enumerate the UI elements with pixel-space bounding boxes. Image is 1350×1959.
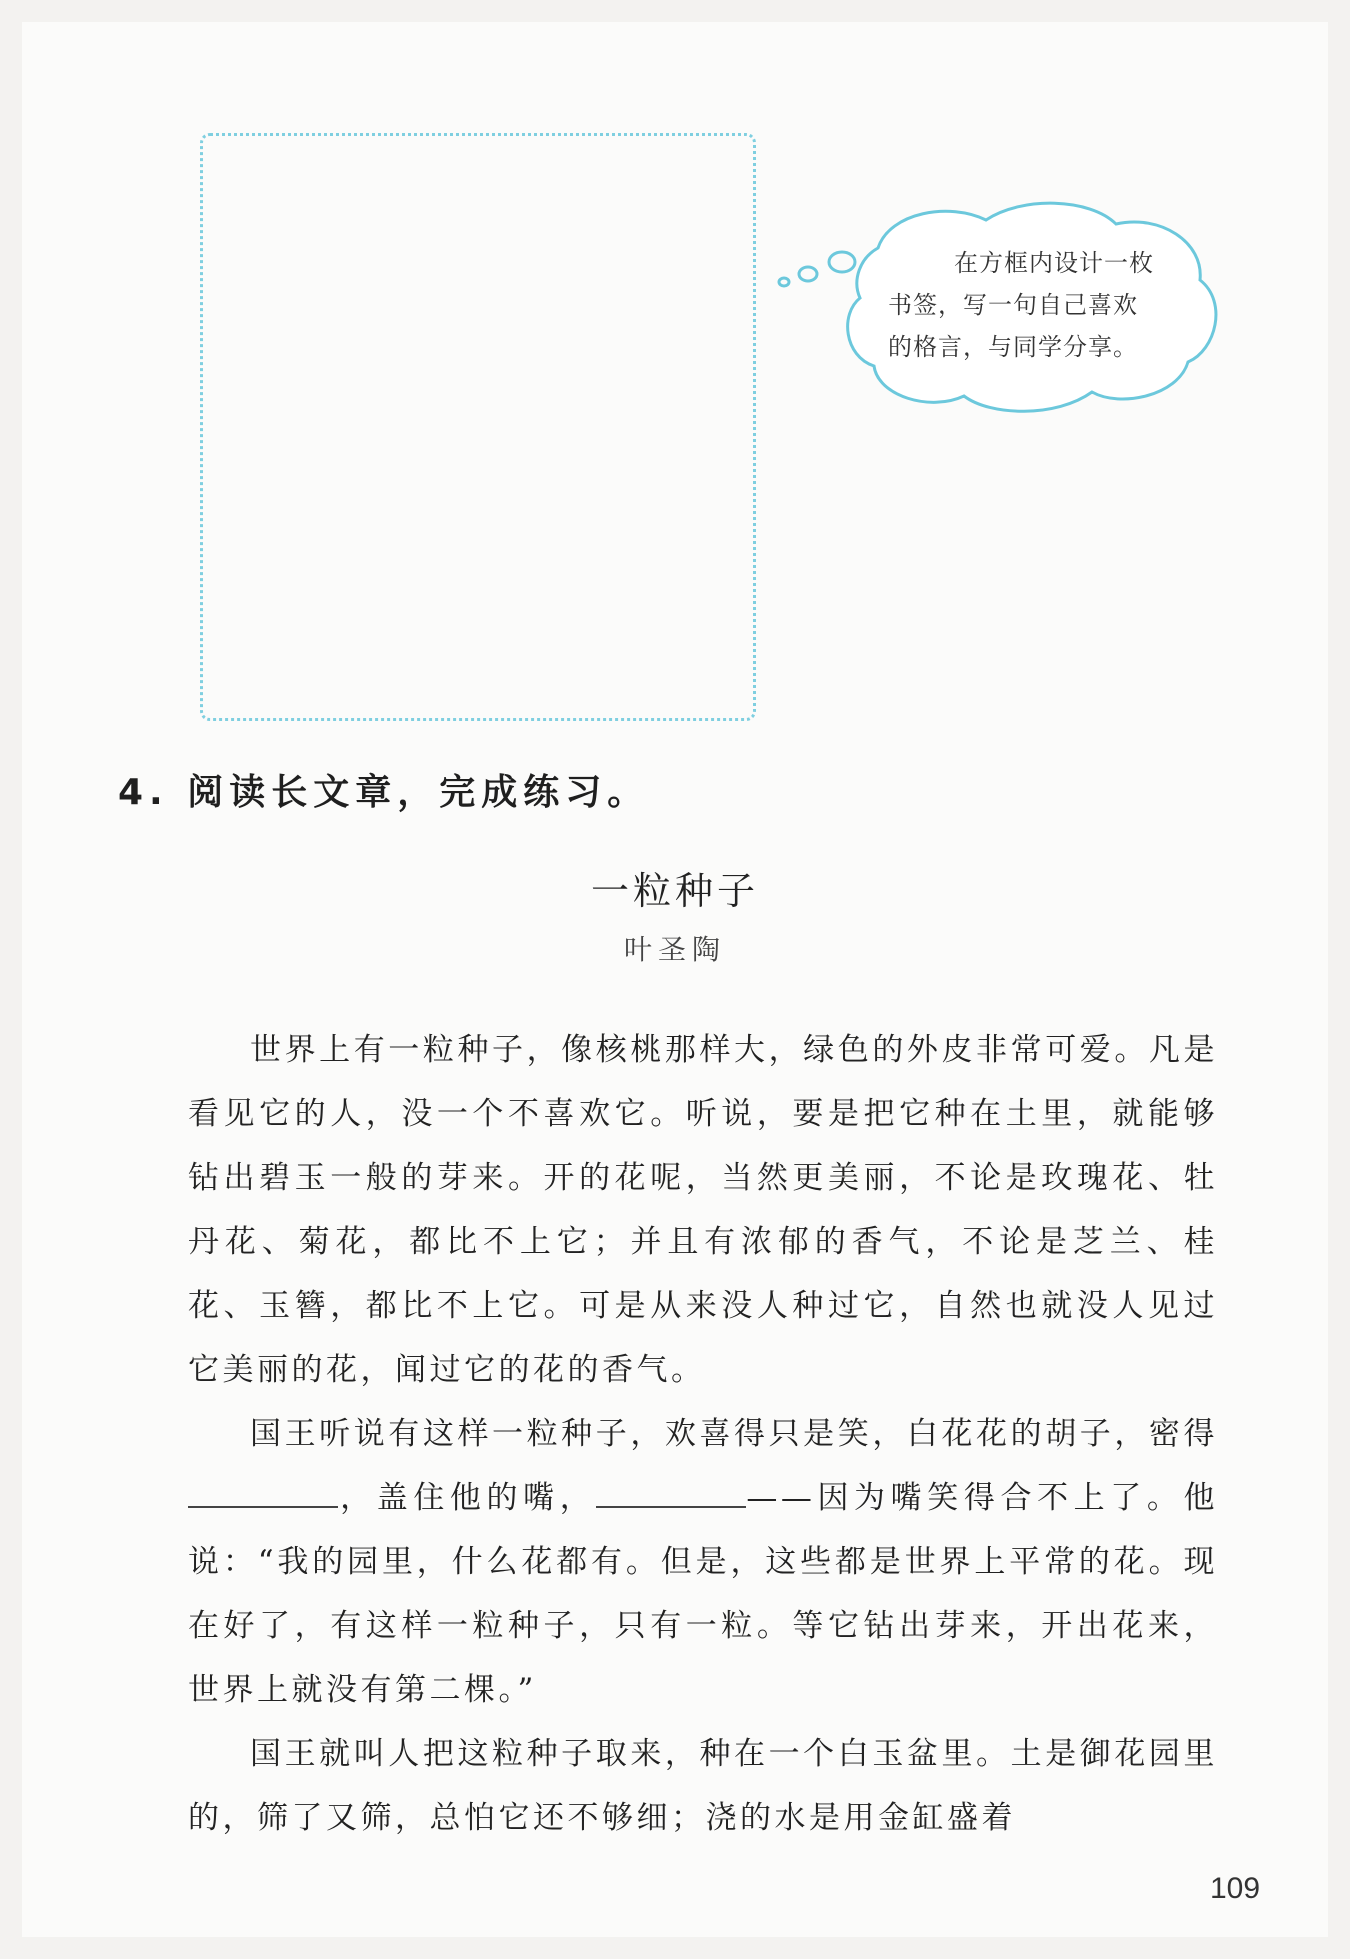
article-author: 叶圣陶 <box>623 933 726 966</box>
page-number: 109 <box>1210 1872 1261 1905</box>
thought-dot-medium <box>799 267 817 281</box>
fill-blank-2[interactable] <box>596 1475 746 1508</box>
paragraph-2-part-c: ——因为嘴笑得合不上了。他说：“我的园里，什么花都有。但是，这些都是世界上平常的花。现在好了，有这样一粒种子，只有一粒。等它钻出芽来，开出花来，世界上就没有第二棵。” <box>188 1480 1219 1708</box>
paragraph-2-part-b: ，盖住他的嘴， <box>338 1480 597 1516</box>
thought-dot-large <box>829 252 855 272</box>
paragraph-1: 世界上有一粒种子，像核桃那样大，绿色的外皮非常可爱。凡是看见它的人，没一个不喜欢它。听说，要是把它种在土里，就能够钻出碧玉一般的芽来。开的花呢，当然更美丽，不论是玫瑰花、牡丹花、菊花，都比不上它；并且有浓郁的香气，不论是芝兰、桂花、玉簪，都比不上它。可是从来没人种过它，自然也就没人见过它美丽的花，闻过它的花的香气。 <box>188 1032 1218 1388</box>
paragraph-3: 国王就叫人把这粒种子取来，种在一个白玉盆里。土是御花园里的，筛了又筛，总怕它还不够细；浇的水是用金缸盛着 <box>188 1736 1218 1836</box>
article-title: 一粒种子 <box>590 869 759 913</box>
fill-blank-1[interactable] <box>188 1475 338 1508</box>
bookmark-design-box[interactable] <box>200 133 756 721</box>
paragraph-2 <box>188 1402 1218 1722</box>
exercise-heading: 4. 阅读长文章，完成练习。 <box>118 772 650 813</box>
bubble-line-3: 的格言，与同学分享。 <box>888 333 1138 361</box>
bubble-line-2: 书签，写一句自己喜欢 <box>888 291 1138 319</box>
paragraph-2-part-a: 国王听说有这样一粒种子，欢喜得只是笑，白花花的胡子，密得 <box>250 1416 1218 1452</box>
article-body <box>188 1018 1218 1850</box>
bubble-line-1: 在方框内设计一枚 <box>954 249 1154 277</box>
thought-dot-small <box>779 278 789 286</box>
bubble-instructions <box>888 242 1180 368</box>
